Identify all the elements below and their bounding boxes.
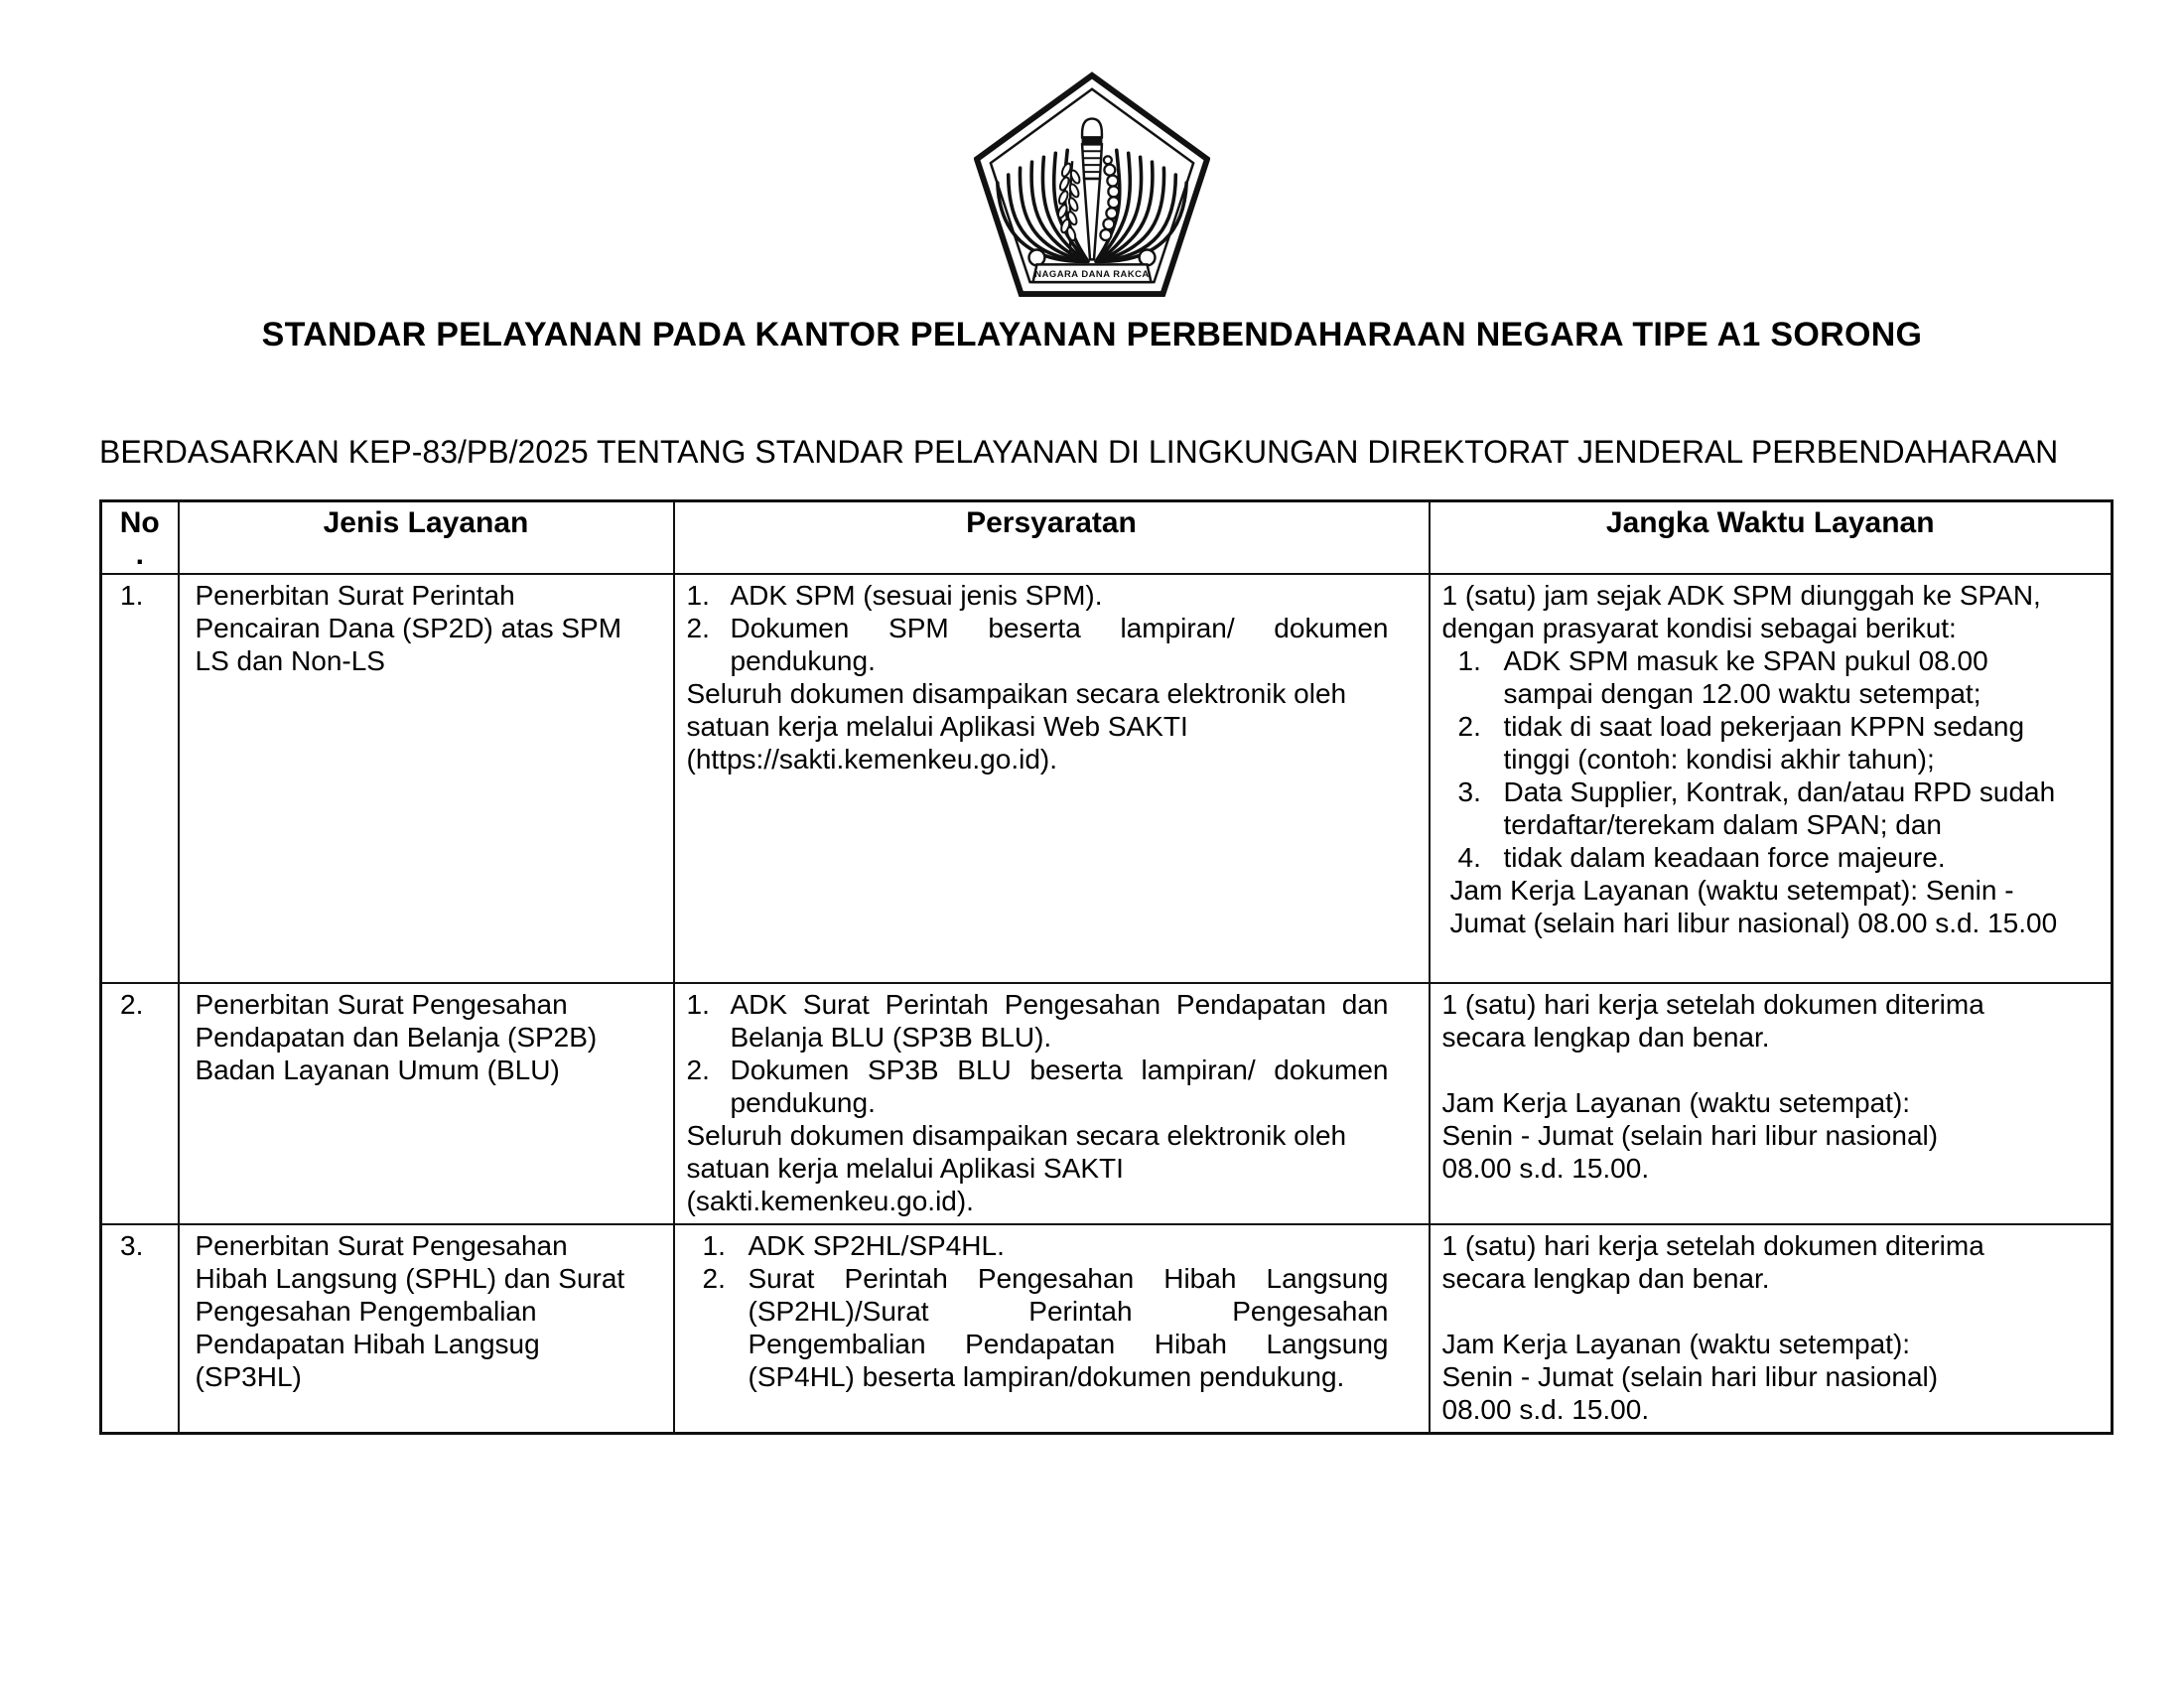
col-header-jenis-layanan: Jenis Layanan (179, 501, 674, 575)
list-item-text: tidak di saat load pekerjaan KPPN sedang tinggi (contoh: kondisi akhir tahun); (1503, 711, 2025, 774)
numbered-list (687, 579, 1389, 677)
table-row (101, 983, 2113, 1224)
service-standard-table (99, 499, 2114, 1435)
paragraph: Penerbitan Surat Pengesahan Pendapatan dan Belanja (SP2B) Badan Layanan Umum (BLU) (195, 989, 598, 1085)
text-line: Senin - Jumat (selain hari libur nasional) (1441, 1361, 1939, 1392)
cell-no: 2. (101, 983, 179, 1224)
text-line: 08.00 s.d. 15.00. (1441, 1153, 1650, 1184)
cell-jenis-layanan (179, 574, 674, 983)
list-item-text: Dokumen SP3B BLU beserta lampiran/ dokumen pendukung. (730, 1055, 1389, 1118)
cell-jenis-layanan (179, 983, 674, 1224)
list-item-text: Surat Perintah Pengesahan Hibah Langsung (SP2HL)/Surat Perintah Pengesahan Pengembalian Pendapatan Hibah Langsung (SP4HL) beserta lampiran/dokumen pendukung. (748, 1263, 1389, 1392)
text-line: Senin - Jumat (selain hari libur nasional) (1441, 1120, 1939, 1151)
numbered-list (687, 1229, 1389, 1393)
list-item (693, 1262, 1389, 1393)
cell-jangka-waktu (1430, 574, 2113, 983)
list-item-text: ADK SPM masuk ke SPAN pukul 08.00 sampai dengan 12.00 waktu setempat; (1503, 645, 1988, 709)
text-line: Jam Kerja Layanan (waktu setempat): (1441, 1087, 1911, 1118)
col-header-jangka-waktu: Jangka Waktu Layanan (1430, 501, 2113, 575)
list-item-number: 1. (1457, 645, 1481, 676)
text-line: Jam Kerja Layanan (waktu setempat): (1441, 1329, 1911, 1359)
table-row (101, 1224, 2113, 1434)
cell-no: 1. (101, 574, 179, 983)
paragraph: Seluruh dokumen disampaikan secara elektronik oleh satuan kerja melalui Aplikasi SAKTI (sakti.kemenkeu.go.id). (686, 1120, 1347, 1216)
list-item (1448, 644, 2074, 710)
cell-no: 3. (101, 1224, 179, 1434)
numbered-list (687, 988, 1389, 1119)
col-header-no-line2: . (135, 538, 144, 571)
paragraph: 1 (satu) hari kerja setelah dokumen diterima secara lengkap dan benar. (1441, 1230, 1984, 1294)
list-item-number: 4. (1457, 842, 1481, 873)
cell-persyaratan (674, 983, 1430, 1224)
paragraph: 1 (satu) hari kerja setelah dokumen diterima secara lengkap dan benar. (1441, 989, 1984, 1053)
cell-persyaratan (674, 1224, 1430, 1434)
list-item (1448, 841, 2074, 874)
list-item-number: 2. (686, 1055, 710, 1085)
page-subtitle: BERDASARKAN KEP-83/PB/2025 TENTANG STANDAR PELAYANAN DI LINGKUNGAN DIREKTORAT JENDERAL PERBENDAHARAAN (99, 434, 2059, 470)
text-line: 08.00 s.d. 15.00. (1441, 1394, 1650, 1425)
list-item-number: 2. (686, 613, 710, 643)
page-title: STANDAR PELAYANAN PADA KANTOR PELAYANAN PERBENDAHARAAN NEGARA TIPE A1 SORONG (261, 316, 1923, 353)
list-item (687, 988, 1389, 1054)
list-item-number: 2. (702, 1263, 726, 1294)
cell-jangka-waktu (1430, 1224, 2113, 1434)
list-item-text: ADK SPM (sesuai jenis SPM). (730, 580, 1103, 611)
banner-text: NAGARA DANA RAKCA (1034, 268, 1150, 280)
list-item (687, 1054, 1389, 1119)
list-item-number: 1. (702, 1230, 726, 1261)
numbered-list (1442, 644, 2074, 874)
paragraph: Penerbitan Surat Perintah Pencairan Dana (SP2D) atas SPM LS dan Non-LS (195, 580, 622, 676)
col-header-no (101, 501, 179, 575)
list-item-text: Data Supplier, Kontrak, dan/atau RPD sudah terdaftar/terekam dalam SPAN; dan (1503, 776, 2056, 840)
banner (1033, 264, 1152, 282)
list-item (693, 1229, 1389, 1262)
col-header-no-line1: No (119, 506, 160, 539)
cell-persyaratan (674, 574, 1430, 983)
list-item (1448, 710, 2074, 775)
list-item-number: 2. (1457, 711, 1481, 742)
list-item-text: ADK Surat Perintah Pengesahan Pendapatan dan Belanja BLU (SP3B BLU). (730, 989, 1389, 1053)
list-item-number: 3. (1457, 776, 1481, 807)
paragraph: Jam Kerja Layanan (waktu setempat): Senin - Jumat (selain hari libur nasional) 08.00 s.d. 15.00 (1449, 875, 2058, 938)
col-header-persyaratan: Persyaratan (674, 501, 1430, 575)
table-header-row (101, 501, 2113, 575)
list-item-number: 1. (686, 580, 710, 611)
text-line: Penerbitan Surat Pengesahan Hibah Langsung (SPHL) dan Surat (195, 1230, 625, 1294)
list-item (1448, 775, 2074, 841)
list-item-text: tidak dalam keadaan force majeure. (1503, 842, 1946, 873)
list-item-number: 1. (686, 989, 710, 1020)
table-row (101, 574, 2113, 983)
blank-line (1442, 1054, 2074, 1086)
paragraph: 1 (satu) jam sejak ADK SPM diunggah ke SPAN, dengan prasyarat kondisi sebagai berikut: (1441, 580, 2041, 643)
list-item (687, 579, 1389, 612)
text-line: Pengesahan Pengembalian Pendapatan Hibah Langsug (SP3HL) (195, 1296, 540, 1392)
list-item-text: Dokumen SPM beserta lampiran/ dokumen pendukung. (730, 613, 1389, 676)
cell-jangka-waktu (1430, 983, 2113, 1224)
list-item-text: ADK SP2HL/SP4HL. (748, 1230, 1005, 1261)
kemenkeu-logo-icon (974, 71, 1210, 298)
cell-jenis-layanan (179, 1224, 674, 1434)
blank-line (1442, 1295, 2074, 1328)
list-item (687, 612, 1389, 677)
paragraph: Seluruh dokumen disampaikan secara elektronik oleh satuan kerja melalui Aplikasi Web SAKTI (https://sakti.kemenkeu.go.id). (686, 678, 1347, 774)
